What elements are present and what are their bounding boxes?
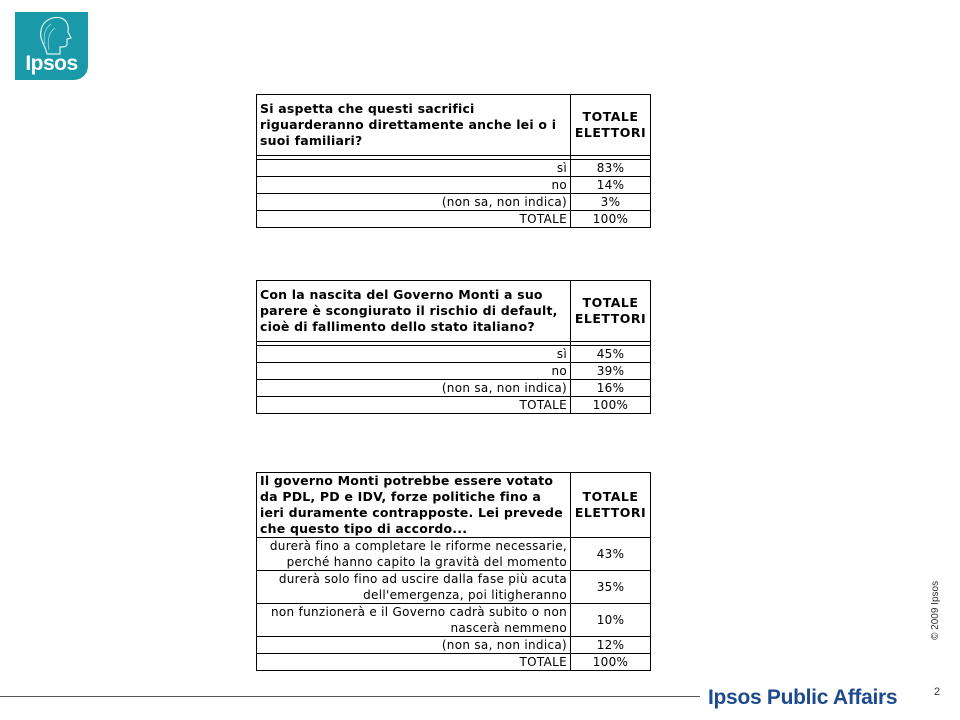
table-row xyxy=(257,160,651,177)
row-label: no xyxy=(257,363,571,380)
row-label: (non sa, non indica) xyxy=(257,637,571,654)
row-value: 100% xyxy=(571,654,651,671)
row-value: 12% xyxy=(571,637,651,654)
copyright-notice: © 2009 Ipsos xyxy=(930,580,941,640)
question-text: Con la nascita del Governo Monti a suo parere è scongiurato il rischio di default, cioè di fallimento dello stato italiano? xyxy=(257,281,571,342)
row-value: 16% xyxy=(571,380,651,397)
question-row xyxy=(257,95,651,156)
row-label: (non sa, non indica) xyxy=(257,380,571,397)
column-header: TOTALE ELETTORI xyxy=(571,95,651,156)
table-row-total xyxy=(257,654,651,671)
row-label: sì xyxy=(257,160,571,177)
row-label: no xyxy=(257,177,571,194)
row-label: sì xyxy=(257,346,571,363)
row-value: 14% xyxy=(571,177,651,194)
column-header: TOTALE ELETTORI xyxy=(571,473,651,538)
table-row-total xyxy=(257,211,651,228)
question-row xyxy=(257,473,651,538)
footer-brand: Ipsos Public Affairs xyxy=(708,686,898,709)
table-row xyxy=(257,637,651,654)
survey-table-1 xyxy=(256,94,651,228)
logo-text: Ipsos xyxy=(25,52,78,75)
row-value: 100% xyxy=(571,211,651,228)
row-label: (non sa, non indica) xyxy=(257,194,571,211)
question-text: Si aspetta che questi sacrifici riguarderanno direttamente anche lei o i suoi familiari? xyxy=(257,95,571,156)
survey-table-2 xyxy=(256,280,651,414)
footer-divider xyxy=(0,696,700,697)
row-label: non funzionerà e il Governo cadrà subito o non nascerà nemmeno xyxy=(257,604,571,637)
row-value: 39% xyxy=(571,363,651,380)
question-text: Il governo Monti potrebbe essere votato da PDL, PD e IDV, forze politiche fino a ieri duramente contrapposte. Lei prevede che questo tipo di accordo... xyxy=(257,473,571,538)
row-label: TOTALE xyxy=(257,654,571,671)
row-label: TOTALE xyxy=(257,211,571,228)
table-row xyxy=(257,177,651,194)
row-value: 45% xyxy=(571,346,651,363)
survey-table-3 xyxy=(256,472,651,671)
profile-head-icon xyxy=(33,14,73,56)
row-value: 35% xyxy=(571,571,651,604)
table-row xyxy=(257,538,651,571)
table-row-total xyxy=(257,397,651,414)
table-row xyxy=(257,380,651,397)
ipsos-logo xyxy=(15,12,88,80)
row-label: durerà solo fino ad uscire dalla fase più acuta dell'emergenza, poi litigheranno xyxy=(257,571,571,604)
row-label: durerà fino a completare le riforme necessarie, perché hanno capito la gravità del momento xyxy=(257,538,571,571)
row-value: 83% xyxy=(571,160,651,177)
table-row xyxy=(257,346,651,363)
row-value: 10% xyxy=(571,604,651,637)
table-row xyxy=(257,604,651,637)
row-value: 100% xyxy=(571,397,651,414)
row-value: 3% xyxy=(571,194,651,211)
page-number: 2 xyxy=(934,686,941,698)
table-row xyxy=(257,571,651,604)
column-header: TOTALE ELETTORI xyxy=(571,281,651,342)
row-value: 43% xyxy=(571,538,651,571)
row-label: TOTALE xyxy=(257,397,571,414)
table-row xyxy=(257,363,651,380)
question-row xyxy=(257,281,651,342)
table-row xyxy=(257,194,651,211)
